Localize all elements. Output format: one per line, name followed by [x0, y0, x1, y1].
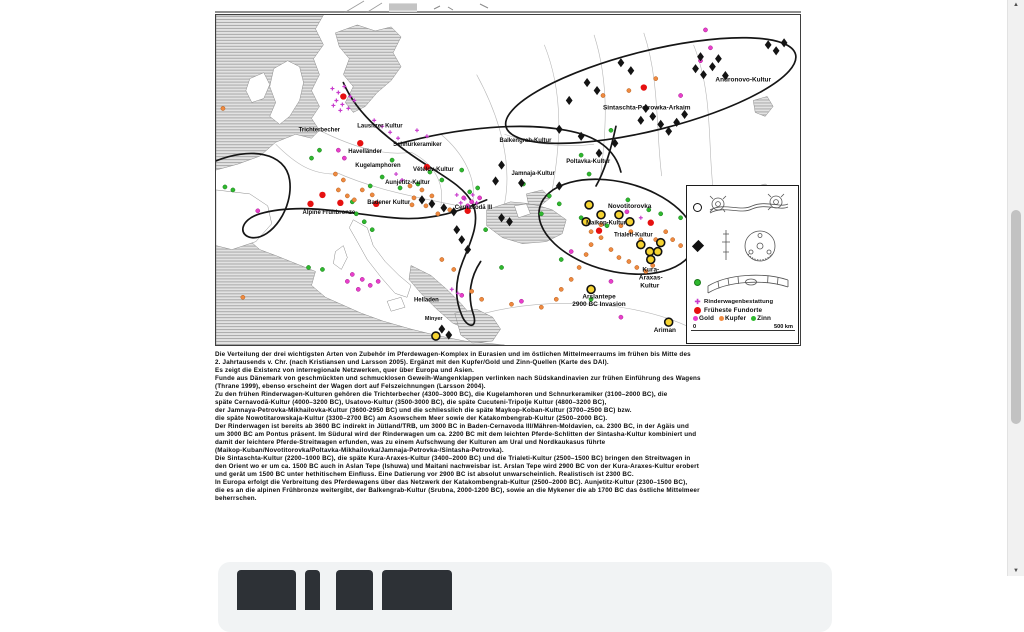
disc-cheekpiece-diamond: [697, 52, 704, 61]
disc-cheekpiece-diamond: [618, 58, 625, 67]
orange-dot: [352, 198, 356, 202]
magenta-dot: [519, 299, 523, 303]
distribution-map: [215, 14, 801, 346]
wagon-burial-cross: [455, 193, 459, 197]
gold-site-circle: [587, 285, 595, 293]
map-label: Trichterbecher: [298, 127, 340, 134]
wagon-burial-cross: [372, 118, 376, 122]
antler-cheekpiece-symbol-icon: [693, 203, 702, 212]
caption-line: den Orient wo er um ca. 1500 BC auch in Aslan Tepe (Ishuwa) und Maitani nachweisbar ist. Arslan Tepe wird 2900 BC von der Kura-Araxes-Kultur erobert: [215, 463, 699, 470]
green-dot: [499, 265, 503, 269]
map-legend: [686, 185, 799, 344]
orange-dot: [480, 297, 484, 301]
magenta-dot: [460, 293, 464, 297]
green-dot: [320, 267, 324, 271]
wagon-burial-cross: [336, 91, 340, 95]
green-dot: [370, 228, 374, 232]
green-dot: [362, 220, 366, 224]
kupfer-dot-icon: [719, 316, 724, 321]
partial-heading-glyph: [237, 570, 296, 610]
orange-dot: [345, 194, 349, 198]
gold-label: Gold: [699, 315, 714, 322]
orange-dot: [584, 252, 588, 256]
green-dot: [317, 148, 321, 152]
orange-dot: [635, 265, 639, 269]
scrollbar-up-arrow-icon[interactable]: ▲: [1013, 2, 1019, 8]
green-dot: [368, 184, 372, 188]
legend-label: Früheste Fundorte: [704, 307, 763, 314]
caption-line: Zu den frühen Rinderwagen-Kulturen gehören die Trichterbecher (4300–3000 BC), die Kugelamhoren und Schnurkeramiker (3100–2000 BC), die: [215, 391, 668, 398]
disc-cheekpiece-diamond: [566, 96, 573, 105]
map-label: Helladen: [413, 297, 439, 304]
disc-cheekpiece-diamond: [709, 62, 716, 71]
scrollbar-down-arrow-icon[interactable]: ▼: [1013, 568, 1019, 574]
magenta-dot: [679, 93, 683, 97]
disc-cheekpiece-diamond: [781, 38, 788, 47]
legend-item-rinderwagen: [691, 298, 795, 306]
map-label: Minyer: [424, 316, 443, 323]
legend-disc-cheekpiece-row: [691, 226, 795, 266]
gold-site-circle: [646, 248, 654, 256]
orange-dot: [440, 257, 444, 261]
figure-top-rule: [215, 11, 801, 13]
wagon-burial-cross: [330, 87, 334, 91]
disc-cheekpiece-diamond: [657, 120, 664, 129]
map-label: Andronovo-Kultur: [715, 76, 772, 84]
legend-antler-cheekpiece-row: [691, 189, 795, 225]
wagon-burial-cross: [340, 102, 344, 106]
earliest-find-dot: [648, 220, 654, 226]
map-label: Badener Kultur: [367, 199, 411, 206]
green-dot: [309, 156, 313, 160]
earliest-find-dot: [641, 84, 647, 90]
orange-dot: [617, 255, 621, 259]
caption-line: Der Rinderwagen ist bereits ab 3600 BC indirekt in Jütland/TRB, um 3000 BC in Baden-Cernavoda III/Mähren-Moldavien, ca. 2300 BC, in der Ägäis und: [215, 423, 689, 430]
disc-cheekpiece-diamond: [556, 125, 563, 134]
earliest-find-dot: [307, 201, 313, 207]
orange-dot: [412, 196, 416, 200]
disc-cheekpiece-diamond: [692, 64, 699, 73]
orange-dot: [589, 230, 593, 234]
antler-cheekpiece-drawing: [704, 190, 792, 224]
map-label: Poltavka-Kultur: [566, 159, 611, 166]
caption-line: die es an die alpinen Frühbronze weitergibt, der Balkengrab-Kultur (Srubna, 2000-1200 BC), sowie an die Mykener die ab 1700 BC das östliche Mittelmeer: [215, 487, 700, 494]
kupfer-label: Kupfer: [724, 315, 747, 322]
wagon-burial-cross: [415, 128, 419, 132]
caption-line: um 3000 BC am Pontus präsent. Im Südural wird der Rinderwagen um ca. 2200 BC mit dem leichten Pferde-Schlitten der Sintasha-Kultur kombiniert und: [215, 431, 697, 438]
caption-line: der Jamnaya-Petrovka-Mikhailovka-Kultur (3600-2950 BC) und die schliesslich die späte Maykop-Koban-Kultur (3700–2500 BC) bzw.: [215, 407, 632, 414]
earliest-find-dot: [340, 93, 346, 99]
partial-heading-glyph: [305, 570, 320, 610]
map-label: Větelov-Kultur: [412, 167, 454, 174]
earliest-find-dot: [357, 140, 363, 146]
legend-item-fundorte: [691, 307, 795, 314]
disc-cheekpiece-diamond: [773, 46, 780, 55]
caption-line: (Maikop-Kuban/Novotitorovka/Poltavka-Mikhailovka/Jamnaja-Petrovka-/Sintasha-Petrovka).: [215, 447, 504, 454]
zinn-dot-icon: [751, 316, 756, 321]
map-label: Ariman: [653, 327, 676, 335]
disc-cheekpiece-diamond: [715, 54, 722, 63]
map-label: Maikop-Kultur: [586, 220, 627, 227]
map-bleed-artifacts: [330, 0, 500, 13]
disc-cheekpiece-diamond: [765, 40, 772, 49]
legend-tin-band-row: [691, 267, 795, 297]
orange-dot: [436, 212, 440, 216]
green-dot: [468, 190, 472, 194]
green-dot: [484, 228, 488, 232]
caption-line: (Thrane 1999), ebenso erscheint der Wagen dort auf Felszeichnungen (Larsson 2004).: [215, 383, 486, 390]
map-label: Lausitzer Kultur: [357, 123, 403, 130]
green-dot: [659, 212, 663, 216]
orange-dot: [509, 302, 513, 306]
map-scale-bar: [691, 324, 795, 331]
disc-cheekpiece-diamond: [637, 116, 644, 125]
orange-dot: [221, 106, 225, 110]
wagon-burial-cross: [331, 103, 335, 107]
magenta-dot: [619, 315, 623, 319]
orange-dot: [577, 265, 581, 269]
disc-cheekpiece-diamond: [438, 325, 445, 334]
wagon-burial-cross: [639, 216, 643, 220]
magenta-dot: [350, 272, 354, 276]
magenta-dot: [625, 210, 629, 214]
magenta-dot: [356, 287, 360, 291]
map-label: Jamnaja-Kultur: [511, 171, 555, 178]
orange-dot: [452, 267, 456, 271]
disc-cheekpiece-diamond: [594, 86, 601, 95]
scrollbar-thumb[interactable]: [1011, 210, 1021, 424]
orange-dot: [336, 188, 340, 192]
disc-cheekpiece-diamond: [584, 78, 591, 87]
orange-dot: [664, 230, 668, 234]
cross-symbol-icon: ✚: [694, 299, 701, 306]
gold-site-circle: [432, 332, 440, 340]
green-dot: [380, 175, 384, 179]
map-label: 2900 BC Invasion: [572, 301, 626, 309]
green-dot: [223, 185, 227, 189]
wagon-burial-cross: [394, 172, 398, 176]
earliest-find-dot: [319, 192, 325, 198]
map-label: Sintaschta-Petrowka-Arkaim: [603, 104, 691, 112]
gold-dot-icon: [693, 316, 698, 321]
map-label: Cernavodă III: [454, 204, 493, 211]
map-label: Aunjetitz-Kultur: [385, 179, 430, 186]
caption-line: und gerät um 1500 BC unter hethitischem Einfluss. Eine Datierung vor 2900 BC ist absolut unwarscheinlich. Realistisch ist 2300 BC.: [215, 471, 634, 478]
disc-cheekpiece-diamond: [627, 66, 634, 75]
map-label: Havelländer: [348, 149, 383, 156]
green-dot: [460, 168, 464, 172]
wagon-burial-cross: [334, 98, 338, 102]
map-label: Arslantepe: [582, 293, 616, 301]
orange-dot: [601, 93, 605, 97]
disc-cheekpiece-symbol-icon: [691, 240, 703, 252]
map-label: Kugelamphoren: [355, 163, 401, 170]
orange-dot: [424, 204, 428, 208]
map-label: Alpine Frühbronze: [302, 209, 356, 216]
green-dot: [679, 216, 683, 220]
orange-dot: [360, 188, 364, 192]
magenta-dot: [470, 200, 474, 204]
orange-dot: [609, 247, 613, 251]
caption-line: beherrschen.: [215, 495, 257, 502]
disc-cheekpiece-diamond: [464, 245, 471, 254]
green-dot: [476, 186, 480, 190]
disc-cheekpiece-diamond: [419, 195, 426, 204]
disc-cheekpiece-diamond: [596, 149, 603, 158]
magenta-dot: [360, 277, 364, 281]
magenta-dot: [256, 209, 260, 213]
orange-dot: [333, 172, 337, 176]
caption-line: Es zeigt die Existenz von interregionale Netzwerken, quer über Europa und Asien.: [215, 367, 475, 374]
next-section-card: [218, 562, 832, 632]
orange-dot: [679, 244, 683, 248]
disc-cheekpiece-diamond: [440, 203, 447, 212]
gold-site-circle: [647, 256, 655, 264]
green-dot: [390, 158, 394, 162]
earliest-find-dot: [596, 228, 602, 234]
disc-cheekpiece-diamond: [492, 176, 499, 185]
map-label: Araxas-: [638, 274, 663, 282]
caption-line: Die Verteilung der drei wichtigsten Arten von Zubehör im Pferdewagen-Komplex in Eurasien und im östlichen Mittelmeerraums im frühen bis Mitte des: [215, 351, 691, 358]
disc-cheekpiece-diamond: [649, 112, 656, 121]
vertical-scrollbar[interactable]: [1007, 0, 1024, 576]
zinn-label: Zinn: [757, 315, 772, 322]
green-dot: [398, 186, 402, 190]
tin-band-drawing: [704, 268, 792, 296]
caption-line: Funde aus Dänemark von geschmückten und schmucklosen Geweih-Wangenklappen verlinken nach Südskandinavien zur frühen Einführung des Wagens: [215, 375, 701, 382]
orange-dot: [420, 188, 424, 192]
green-dot: [609, 128, 613, 132]
orange-dot: [627, 88, 631, 92]
map-label: Trialeti-Kultur: [613, 232, 653, 239]
disc-cheekpiece-diamond: [498, 161, 505, 170]
gold-site-circle: [654, 248, 662, 256]
magenta-dot: [342, 156, 346, 160]
caption-line: 2. Jahrtausends v. Chr. (nach Kristiansen und Larsson 2005). Ergänzt mit den Kupfer/Gold und Zinn-Quellen (Karte des DAI).: [215, 359, 609, 366]
caption-line: In Europa erfolgt die Verbreitung des Pferdewagens über das Netzwerk der Katakombengrab-Kultur (2500–2000 BC). Aunjetitz-Kultur (2300–1500 BC),: [215, 479, 688, 486]
orange-dot: [539, 305, 543, 309]
green-dot: [539, 212, 543, 216]
caption-line: Die Sintaschta-Kultur (2200–1000 BC), die späte Kura-Araxes-Kultur (3400–2000 BC) und die Trialeti-Kultur (2500–1500 BC) bringen den Streitwagen in: [215, 455, 691, 462]
orange-dot: [589, 243, 593, 247]
gold-site-circle: [585, 201, 593, 209]
magenta-dot: [478, 196, 482, 200]
magenta-dot: [569, 249, 573, 253]
caption-line: die späte Nowotitarowskaja-Kultur (3300–2700 BC) am Asowschem Meer sowie der Katakombengrab-Kultur (2500–2000 BC).: [215, 415, 608, 422]
green-dot: [306, 265, 310, 269]
orange-dot: [241, 295, 245, 299]
gold-site-circle: [626, 218, 634, 226]
green-dot: [547, 194, 551, 198]
partial-heading-glyph: [382, 570, 452, 610]
disc-cheekpiece-diamond: [458, 235, 465, 244]
earliest-find-dot: [337, 200, 343, 206]
red-dot-icon: [694, 307, 701, 314]
map-label: Balkengrab-Kultur: [499, 138, 552, 145]
orange-dot: [627, 259, 631, 263]
gold-site-circle: [665, 318, 673, 326]
orange-dot: [470, 289, 474, 293]
gold-site-circle: [597, 211, 605, 219]
magenta-dot: [376, 279, 380, 283]
magenta-dot: [703, 28, 707, 32]
magenta-dot: [708, 46, 712, 50]
gold-site-circle: [657, 239, 665, 247]
gold-site-circle: [637, 241, 645, 249]
caption-line: späte Cernavodă-Kultur (4000–3200 BC), Usatovo-Kultur (3500-3000 BC), die späte Cucuteni-Tripolje Kultur (4800–3200 BC),: [215, 399, 607, 406]
green-dot: [579, 153, 583, 157]
green-dot: [587, 172, 591, 176]
disc-cheekpiece-diamond: [556, 181, 563, 190]
disc-cheekpiece-diamond: [700, 70, 707, 79]
map-label: Novotitorovka: [607, 202, 652, 210]
green-dot: [440, 178, 444, 182]
orange-dot: [599, 236, 603, 240]
magenta-dot: [336, 148, 340, 152]
legend-item-metals: [691, 315, 795, 322]
caption-line: damit der leichtere Pferde-Streitwagen erfunden, was zu einem Aufschwung der Kulturen am Ural und Nordkaukasus führte: [215, 439, 606, 446]
legend-label: Rinderwagenbestattung: [704, 299, 774, 305]
orange-dot: [554, 297, 558, 301]
scale-distance: 500 km: [774, 324, 793, 330]
orange-dot: [370, 193, 374, 197]
magenta-dot: [609, 279, 613, 283]
orange-dot: [569, 277, 573, 281]
magenta-dot: [368, 283, 372, 287]
green-dot: [557, 202, 561, 206]
wagon-burial-cross: [396, 136, 400, 140]
green-dot: [231, 188, 235, 192]
figure-caption: [215, 351, 805, 503]
green-dot: [626, 198, 630, 202]
orange-dot: [654, 77, 658, 81]
disc-cheekpiece-drawing: [704, 226, 792, 266]
orange-dot: [559, 287, 563, 291]
magenta-dot: [345, 279, 349, 283]
wagon-burial-cross: [388, 130, 392, 134]
tin-band-symbol-icon: [694, 279, 701, 286]
green-dot: [559, 257, 563, 261]
wagon-burial-cross: [338, 108, 342, 112]
orange-dot: [410, 203, 414, 207]
orange-dot: [671, 238, 675, 242]
orange-dot: [430, 194, 434, 198]
scale-zero: 0: [693, 324, 697, 330]
map-label: Kultur: [640, 282, 660, 290]
orange-dot: [341, 178, 345, 182]
disc-cheekpiece-diamond: [453, 225, 460, 234]
wagon-burial-cross: [450, 287, 454, 291]
gold-site-circle: [615, 211, 623, 219]
map-label: Schnurkeramiker: [393, 142, 442, 149]
partial-heading-glyph: [336, 570, 373, 610]
map-label: Kura-: [642, 266, 660, 274]
